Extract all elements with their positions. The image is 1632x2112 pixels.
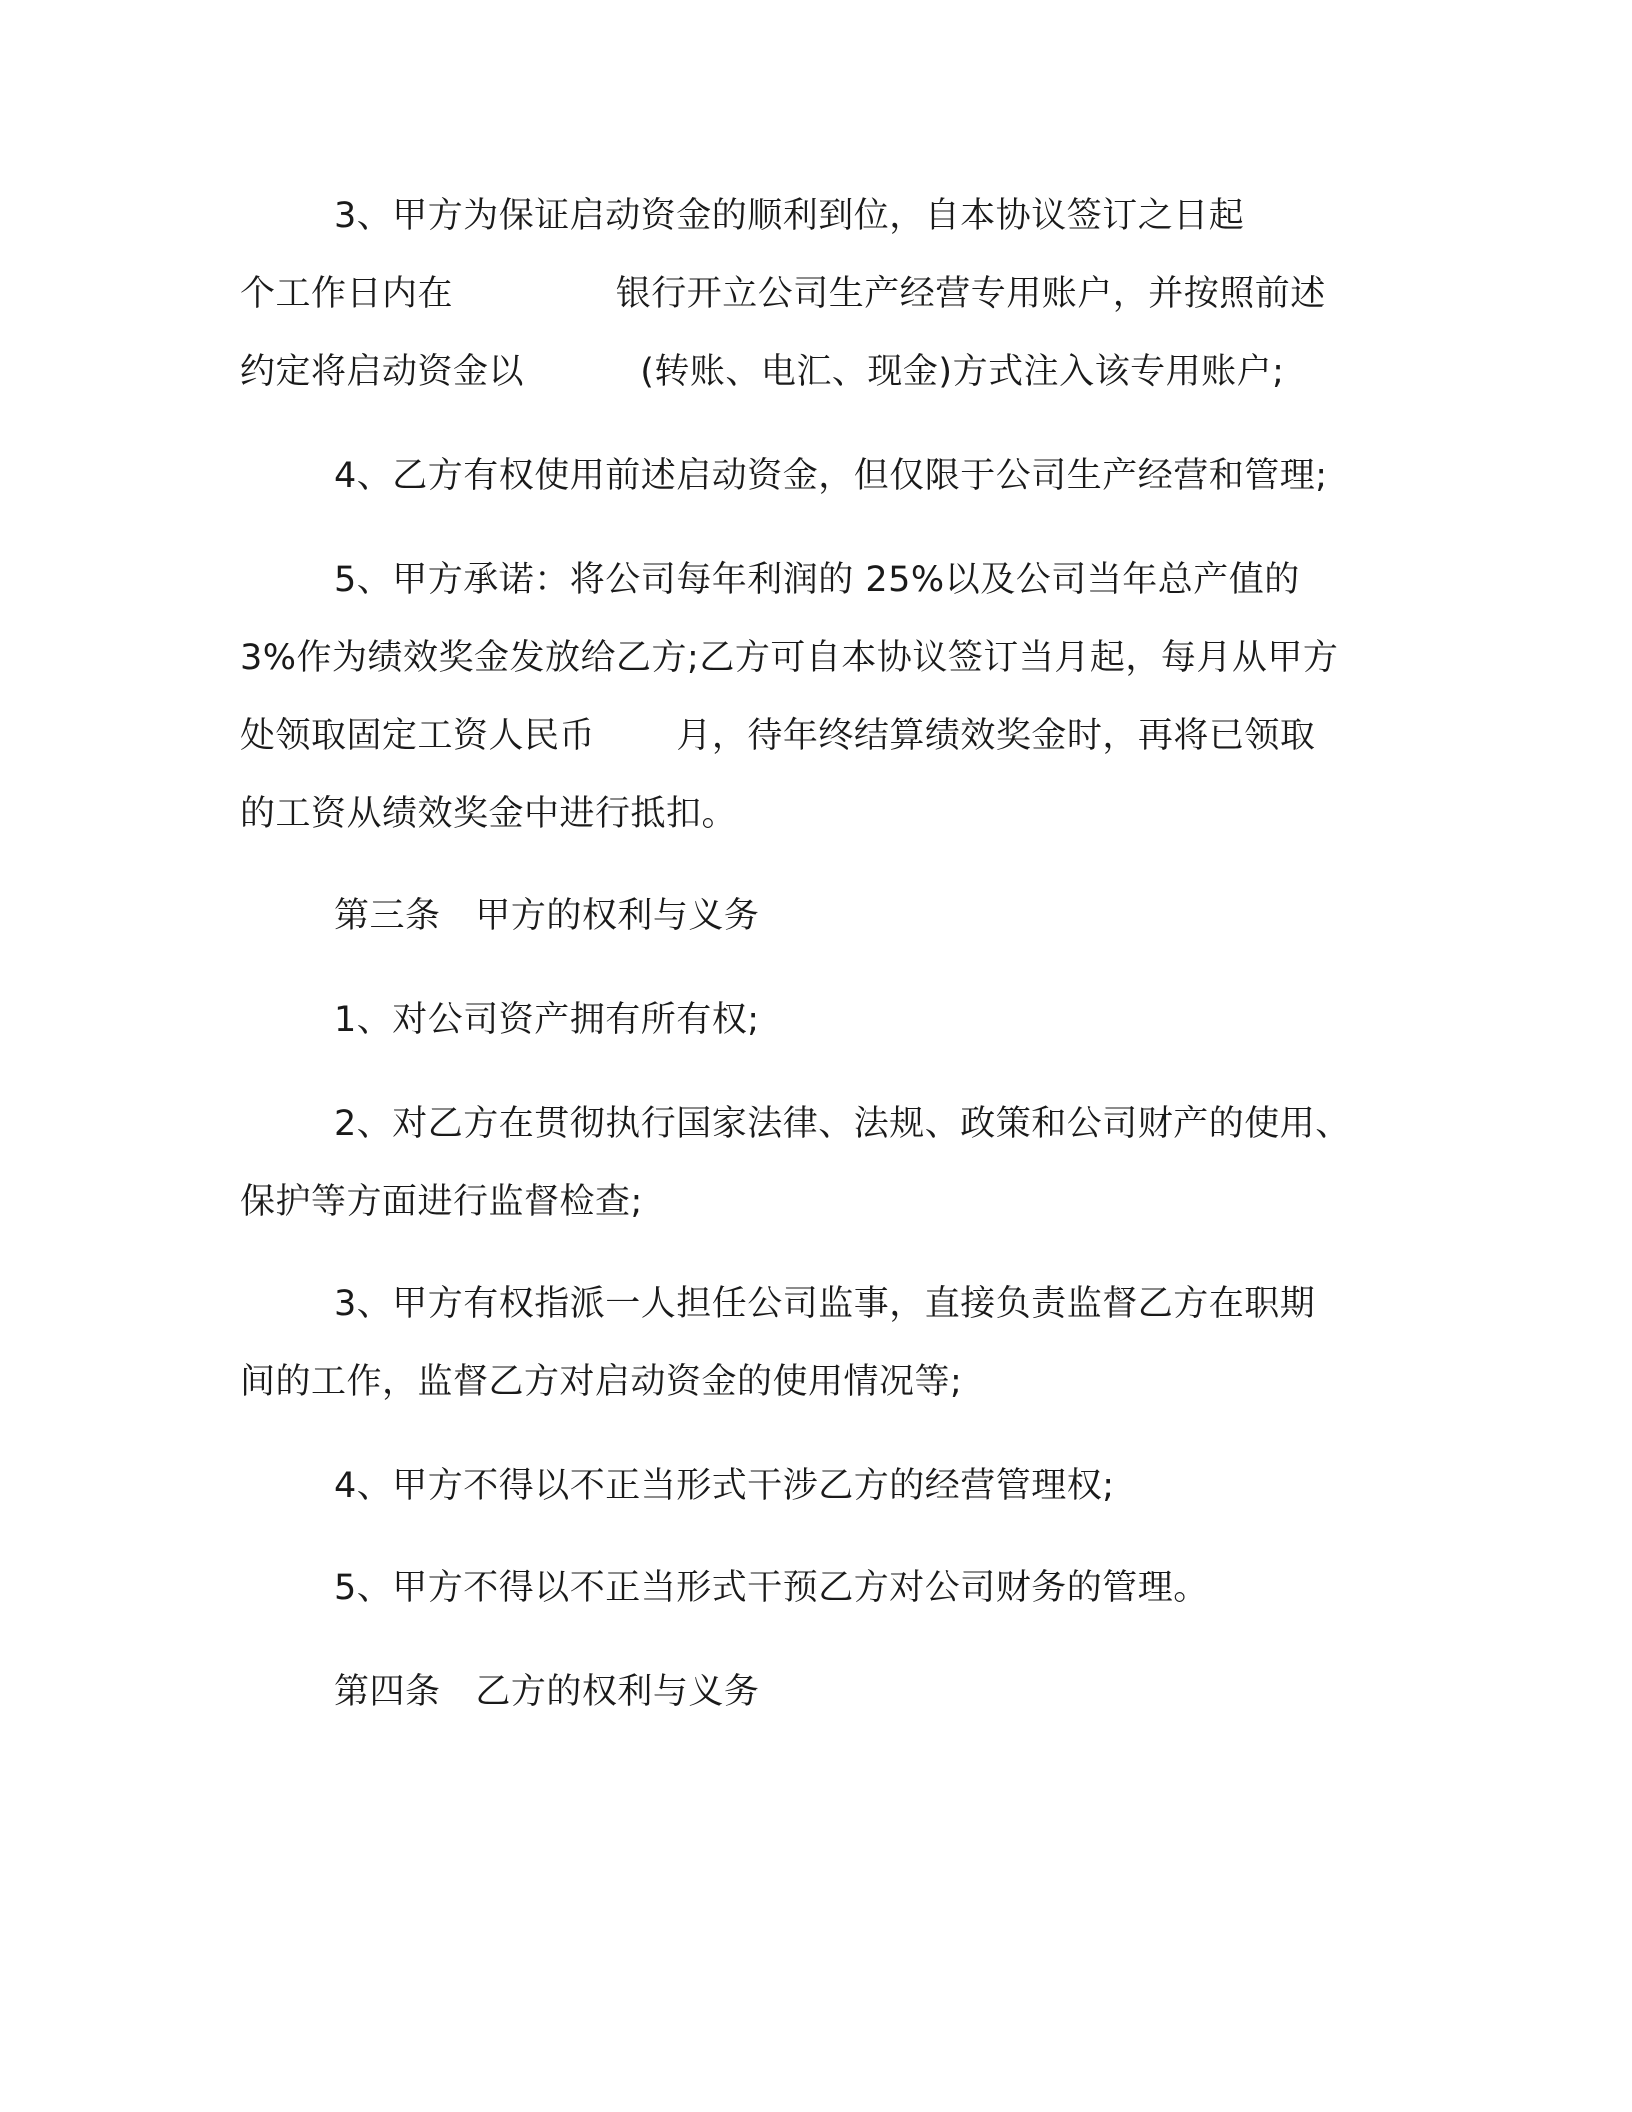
clause-3-line-1: 3、甲方为保证启动资金的顺利到位，自本协议签订之日起 [334, 196, 1245, 236]
clause-5-line-3: 处领取固定工资人民币 月，待年终结算绩效奖金时，再将已领取 [240, 716, 1316, 756]
clause-5-line-1: 5、甲方承诺：将公司每年利润的 25%以及公司当年总产值的 [334, 560, 1300, 600]
article-4-heading: 第四条 乙方的权利与义务 [334, 1672, 760, 1712]
article-3-item-4: 4、甲方不得以不正当形式干涉乙方的经营管理权; [334, 1466, 1115, 1506]
clause-5-line-4: 的工资从绩效奖金中进行抵扣。 [240, 794, 738, 834]
clause-3-line-2: 个工作日内在 银行开立公司生产经营专用账户，并按照前述 [240, 274, 1326, 314]
clause-3-line-3: 约定将启动资金以 (转账、电汇、现金)方式注入该专用账户; [240, 352, 1285, 392]
article-3-item-2-line-1: 2、对乙方在贯彻执行国家法律、法规、政策和公司财产的使用、 [334, 1104, 1351, 1144]
article-3-item-5: 5、甲方不得以不正当形式干预乙方对公司财务的管理。 [334, 1568, 1209, 1608]
article-3-heading: 第三条 甲方的权利与义务 [334, 896, 760, 936]
article-3-item-2-line-2: 保护等方面进行监督检查; [240, 1182, 643, 1222]
clause-5-line-2: 3%作为绩效奖金发放给乙方;乙方可自本协议签订当月起，每月从甲方 [240, 638, 1339, 678]
article-3-item-3-line-2: 间的工作，监督乙方对启动资金的使用情况等; [240, 1362, 963, 1402]
clause-4: 4、乙方有权使用前述启动资金，但仅限于公司生产经营和管理; [334, 456, 1328, 496]
article-3-item-1: 1、对公司资产拥有所有权; [334, 1000, 760, 1040]
article-3-item-3-line-1: 3、甲方有权指派一人担任公司监事，直接负责监督乙方在职期 [334, 1284, 1316, 1324]
